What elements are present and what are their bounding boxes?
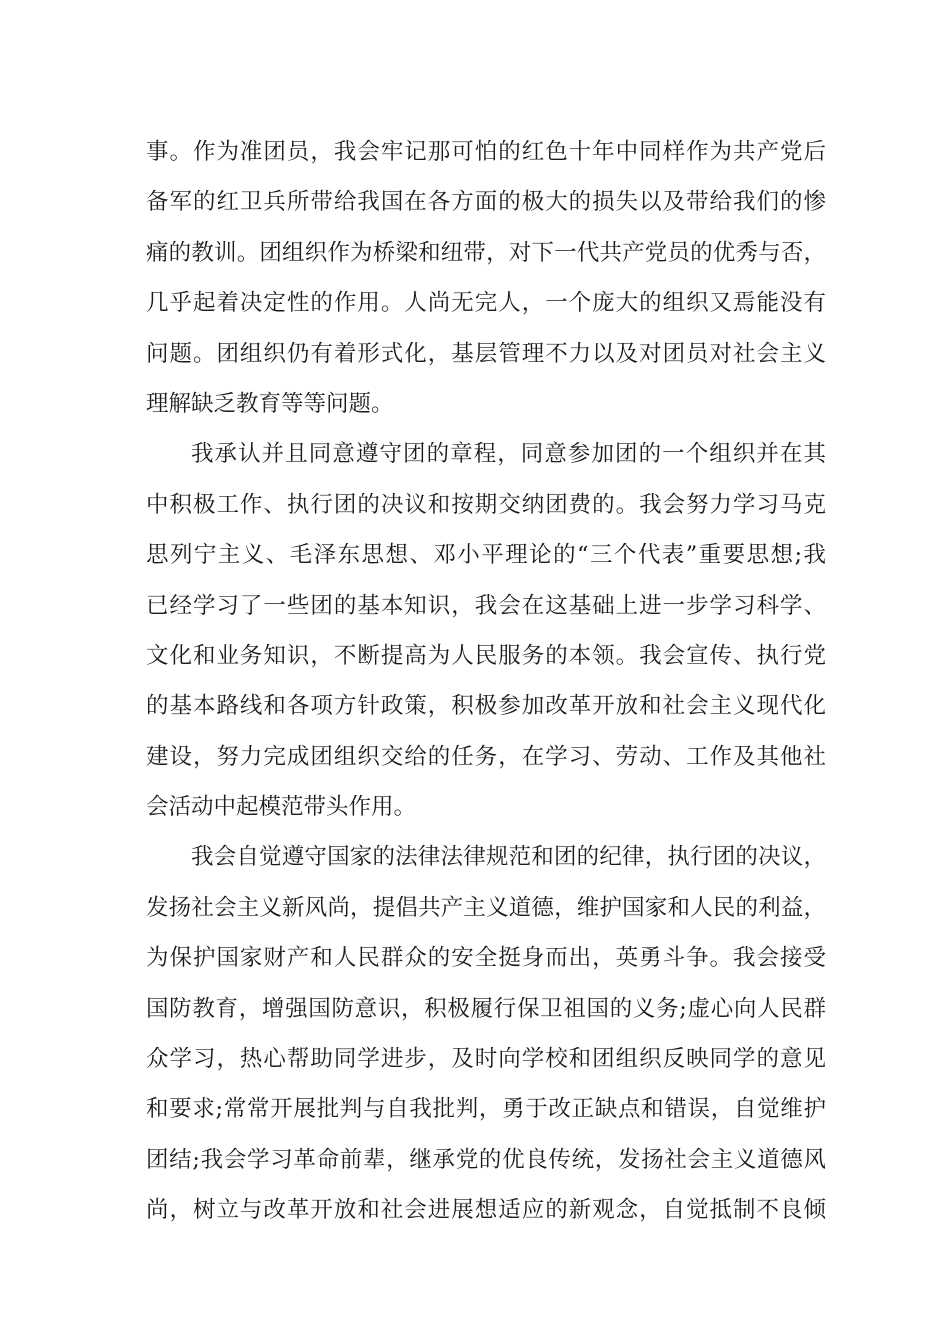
text-line: 痛的教训。团组织作为桥梁和纽带，对下一代共产党员的优秀与否， — [146, 239, 826, 266]
text-line: 我会自觉遵守国家的法律法律规范和团的纪律，执行团的决议， — [191, 844, 826, 871]
text-line: 我承认并且同意遵守团的章程，同意参加团的一个组织并在其 — [191, 441, 826, 468]
text-line: 尚，树立与改革开放和社会进展想适应的新观念，自觉抵制不良倾 — [146, 1197, 826, 1224]
text-line: 思列宁主义、毛泽东思想、邓小平理论的“三个代表”重要思想;我 — [146, 542, 826, 569]
text-line: 众学习，热心帮助同学进步，及时向学校和团组织反映同学的意见 — [146, 1046, 826, 1073]
text-line: 和要求;常常开展批判与自我批判，勇于改正缺点和错误，自觉维护 — [146, 1096, 826, 1123]
text-line: 的基本路线和各项方针政策，积极参加改革开放和社会主义现代化 — [146, 693, 826, 720]
text-line: 问题。团组织仍有着形式化，基层管理不力以及对团员对社会主义 — [146, 340, 826, 367]
text-line: 理解缺乏教育等等问题。 — [146, 390, 394, 417]
paragraph-1 — [146, 127, 826, 429]
text-line: 建设，努力完成团组织交给的任务，在学习、劳动、工作及其他社 — [146, 743, 826, 770]
text-line: 中积极工作、执行团的决议和按期交纳团费的。我会努力学习马克 — [146, 491, 826, 518]
text-line: 文化和业务知识，不断提高为人民服务的本领。我会宣传、执行党 — [146, 642, 826, 669]
text-line: 备军的红卫兵所带给我国在各方面的极大的损失以及带给我们的惨 — [146, 189, 826, 216]
paragraph-3 — [146, 832, 826, 1235]
paragraph-2 — [146, 429, 826, 832]
text-line: 为保护国家财产和人民群众的安全挺身而出，英勇斗争。我会接受 — [146, 945, 826, 972]
text-line: 国防教育，增强国防意识，积极履行保卫祖国的义务;虚心向人民群 — [146, 995, 826, 1022]
text-line: 团结;我会学习革命前辈，继承党的优良传统，发扬社会主义道德风 — [146, 1146, 826, 1173]
text-line: 几乎起着决定性的作用。人尚无完人，一个庞大的组织又焉能没有 — [146, 290, 826, 317]
text-line: 事。作为准团员，我会牢记那可怕的红色十年中同样作为共产党后 — [146, 139, 826, 165]
text-line: 已经学习了一些团的基本知识，我会在这基础上进一步学习科学、 — [146, 592, 826, 619]
text-line: 发扬社会主义新风尚，提倡共产主义道德，维护国家和人民的利益， — [146, 894, 826, 921]
document-body — [146, 127, 826, 1236]
text-line: 会活动中起模范带头作用。 — [146, 794, 417, 821]
